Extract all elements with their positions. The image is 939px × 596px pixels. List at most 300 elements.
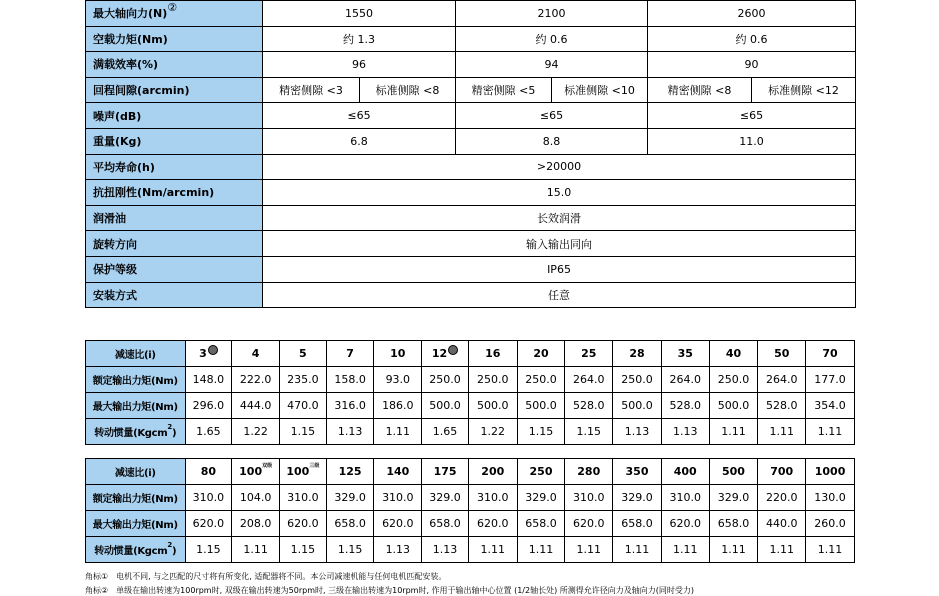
footnote-1-text: 电机不同, 与之匹配的尺寸将有所变化, 适配器将不同。本公司减速机能与任何电机匹配安装。 [116, 572, 447, 581]
row-label-close: ) [171, 428, 177, 439]
footnote-1 [85, 571, 446, 582]
spec-value: 任意 [263, 282, 856, 308]
cell-text: 1.11 [817, 425, 843, 438]
spec-row-label [86, 52, 263, 78]
cell-max-torque [565, 511, 613, 537]
cell-text: 1000 [814, 465, 846, 478]
inertia-row-label [86, 537, 186, 563]
spec-row-label [86, 77, 263, 103]
cell-text: 620.0 [287, 517, 319, 530]
cell-text: 444.0 [239, 399, 272, 412]
cell-text: 1.11 [243, 543, 268, 556]
row-label-close: ) [171, 546, 177, 557]
cell-text: 40 [725, 347, 742, 360]
spec-label-text: 安装方式 [93, 288, 137, 302]
cell-text: 329.0 [621, 491, 653, 504]
row-label-text: 最大输出力矩(Nm) [92, 520, 178, 531]
cell-ratios [758, 459, 806, 485]
cell-text: 264.0 [765, 373, 798, 386]
cell-text: 1.22 [243, 425, 268, 438]
cell-text: 3 [199, 347, 207, 360]
cell-max-torque [326, 393, 374, 419]
cell-rated-torque [517, 485, 565, 511]
cell-text: 1.11 [769, 425, 794, 438]
cell-rated-torque [422, 485, 469, 511]
max-torque-row [86, 511, 855, 537]
spec-row-label [86, 154, 263, 180]
cell-ratios [422, 341, 469, 367]
cell-max-torque [185, 393, 232, 419]
ratio-table-1-body [86, 341, 855, 445]
cell-text: 130.0 [814, 491, 846, 504]
cell-ratios [374, 341, 422, 367]
row-label-text: 额定输出力矩(Nm) [92, 376, 178, 387]
cell-text: 1.11 [480, 543, 506, 556]
cell-ratios [709, 341, 758, 367]
cell-text: 175 [433, 465, 457, 478]
cell-text: 400 [673, 465, 697, 478]
cell-text: 1.13 [337, 425, 363, 438]
spec-value: 标准侧隙 <12 [752, 77, 856, 103]
cell-inertia [232, 537, 280, 563]
cell-text: 20 [533, 347, 549, 360]
cell-text: 208.0 [239, 517, 272, 530]
spec-value: 96 [263, 52, 456, 78]
spec-value: 约 0.6 [648, 26, 856, 52]
reference-circle-icon [208, 345, 218, 355]
cell-text: 250 [529, 465, 553, 478]
cell-ratios [422, 459, 469, 485]
cell-text: 50 [774, 347, 790, 360]
row-label-text: 额定输出力矩(Nm) [92, 494, 178, 505]
spec-label-text: 平均寿命(h) [93, 160, 155, 174]
row-label-text: 最大输出力矩(Nm) [92, 402, 178, 413]
cell-text: 310.0 [573, 491, 605, 504]
cell-inertia [565, 537, 613, 563]
ratio-table-2-body [86, 459, 855, 563]
spec-value: 约 0.6 [456, 26, 648, 52]
cell-rated-torque [185, 367, 232, 393]
cell-text: 658.0 [334, 517, 366, 530]
spec-label-text: 满载效率(%) [93, 58, 159, 72]
cell-rated-torque [565, 485, 613, 511]
cell-max-torque [758, 511, 806, 537]
cell-text: 100 [286, 465, 310, 478]
cell-text: 500.0 [477, 399, 509, 412]
spec-value: 输入输出同向 [263, 231, 856, 257]
cell-text: 620.0 [573, 517, 605, 530]
stage-mark: 三级 [309, 463, 320, 469]
cell-max-torque [374, 393, 422, 419]
cell-ratios [613, 341, 662, 367]
cell-max-torque [422, 393, 469, 419]
cell-max-torque [806, 393, 855, 419]
spec-row [86, 77, 856, 103]
cell-text: 329.0 [429, 491, 461, 504]
cell-text: 310.0 [669, 491, 701, 504]
cell-text: 700 [770, 465, 794, 478]
spec-value: 标准侧隙 <8 [360, 77, 456, 103]
cell-text: 658.0 [429, 517, 461, 530]
cell-max-torque [517, 511, 565, 537]
cell-text: 296.0 [192, 399, 225, 412]
cell-inertia [613, 419, 662, 445]
cell-inertia [422, 537, 469, 563]
spec-value: >20000 [263, 154, 856, 180]
cell-text: 1.11 [385, 425, 411, 438]
cell-text: 528.0 [669, 399, 701, 412]
cell-max-torque [232, 393, 280, 419]
cell-text: 620.0 [192, 517, 225, 530]
cell-max-torque [613, 511, 662, 537]
cell-rated-torque [613, 485, 662, 511]
spec-value: 15.0 [263, 180, 856, 206]
spec-value: 标准侧隙 <10 [552, 77, 648, 103]
cell-text: 80 [200, 465, 217, 478]
cell-text: 1.11 [721, 425, 746, 438]
cell-text: 280 [577, 465, 601, 478]
cell-inertia [185, 419, 232, 445]
cell-inertia [661, 537, 709, 563]
cell-rated-torque [326, 485, 374, 511]
ratio-row [86, 459, 855, 485]
spec-value: ≤65 [648, 103, 856, 129]
cell-text: 148.0 [192, 373, 225, 386]
cell-ratios [806, 459, 855, 485]
cell-text: 140 [386, 465, 410, 478]
cell-max-torque [280, 393, 327, 419]
cell-text: 1.13 [432, 543, 458, 556]
stage-mark: 双级 [262, 463, 273, 469]
cell-text: 500 [722, 465, 745, 478]
superscript-2: 2 [167, 423, 172, 431]
cell-inertia [709, 537, 758, 563]
cell-inertia [280, 419, 327, 445]
cell-max-torque [468, 393, 517, 419]
cell-text: 528.0 [573, 399, 605, 412]
cell-ratios [232, 459, 280, 485]
cell-rated-torque [326, 367, 374, 393]
spec-value: 约 1.3 [263, 26, 456, 52]
cell-text: 1.11 [769, 543, 794, 556]
cell-text: 329.0 [334, 491, 366, 504]
rated-torque-row-label [86, 485, 186, 511]
cell-inertia [758, 419, 806, 445]
cell-text: 35 [677, 347, 693, 360]
cell-text: 1.13 [385, 543, 411, 556]
spec-label-text: 重量(Kg) [93, 135, 142, 149]
cell-text: 500.0 [621, 399, 653, 412]
spec-row [86, 128, 856, 154]
cell-inertia [806, 419, 855, 445]
cell-text: 316.0 [334, 399, 366, 412]
cell-text: 250.0 [621, 373, 653, 386]
cell-text: 250.0 [477, 373, 509, 386]
footnote-marker: ② [167, 1, 178, 15]
cell-text: 620.0 [382, 517, 414, 530]
cell-text: 25 [581, 347, 597, 360]
cell-rated-torque [661, 485, 709, 511]
cell-inertia [709, 419, 758, 445]
spec-label-text: 旋转方向 [93, 237, 137, 251]
spec-label-text: 抗扭刚性(Nm/arcmin) [93, 186, 215, 200]
cell-text: 1.11 [672, 543, 698, 556]
cell-text: 222.0 [239, 373, 272, 386]
spec-row-label [86, 1, 263, 27]
cell-text: 264.0 [573, 373, 605, 386]
ratio-row [86, 341, 855, 367]
rated-torque-row [86, 367, 855, 393]
spec-row-label [86, 26, 263, 52]
spec-row [86, 205, 856, 231]
cell-max-torque [661, 393, 709, 419]
cell-ratios [758, 341, 806, 367]
cell-max-torque [661, 511, 709, 537]
spec-row [86, 231, 856, 257]
cell-rated-torque [232, 367, 280, 393]
row-label-text: 减速比(i) [114, 468, 156, 479]
cell-text: 528.0 [765, 399, 798, 412]
cell-rated-torque [758, 367, 806, 393]
cell-inertia [468, 537, 517, 563]
spec-table-body [86, 1, 856, 308]
cell-ratios [661, 341, 709, 367]
cell-max-torque [374, 511, 422, 537]
spec-value: 2600 [648, 1, 856, 27]
cell-ratios [280, 459, 327, 485]
spec-row [86, 180, 856, 206]
cell-inertia [758, 537, 806, 563]
cell-rated-torque [517, 367, 565, 393]
cell-text: 470.0 [287, 399, 319, 412]
cell-rated-torque [280, 485, 327, 511]
cell-inertia [326, 419, 374, 445]
cell-text: 620.0 [669, 517, 701, 530]
ratio-row-label [86, 459, 186, 485]
spec-label-text: 润滑油 [93, 212, 126, 226]
cell-ratios [806, 341, 855, 367]
max-torque-row-label [86, 393, 186, 419]
cell-inertia [517, 537, 565, 563]
cell-text: 658.0 [525, 517, 557, 530]
cell-text: 220.0 [765, 491, 798, 504]
cell-inertia [468, 419, 517, 445]
cell-text: 329.0 [717, 491, 750, 504]
cell-text: 7 [346, 347, 354, 360]
cell-ratios [232, 341, 280, 367]
cell-text: 125 [338, 465, 362, 478]
spec-row-label [86, 205, 263, 231]
max-torque-row [86, 393, 855, 419]
cell-text: 1.11 [817, 543, 843, 556]
spec-value: 精密侧隙 <8 [648, 77, 752, 103]
cell-rated-torque [806, 485, 855, 511]
spec-table [85, 0, 856, 308]
cell-ratios [185, 341, 232, 367]
cell-max-torque [613, 393, 662, 419]
superscript-2: 2 [167, 541, 172, 549]
spec-row [86, 1, 856, 27]
cell-rated-torque [422, 367, 469, 393]
spec-value: 8.8 [456, 128, 648, 154]
cell-inertia [565, 419, 613, 445]
cell-rated-torque [232, 485, 280, 511]
cell-inertia [185, 537, 232, 563]
cell-text: 4 [251, 347, 260, 360]
inertia-row-label [86, 419, 186, 445]
cell-rated-torque [806, 367, 855, 393]
cell-ratios [185, 459, 232, 485]
cell-rated-torque [374, 367, 422, 393]
spec-value: 11.0 [648, 128, 856, 154]
cell-ratios [709, 459, 758, 485]
cell-text: 500.0 [429, 399, 461, 412]
cell-text: 1.13 [672, 425, 698, 438]
cell-rated-torque [468, 367, 517, 393]
cell-text: 1.13 [624, 425, 650, 438]
inertia-row [86, 537, 855, 563]
cell-ratios [374, 459, 422, 485]
cell-rated-torque [661, 367, 709, 393]
cell-text: 93.0 [385, 373, 411, 386]
cell-text: 1.22 [480, 425, 506, 438]
cell-text: 1.11 [528, 543, 554, 556]
cell-text: 658.0 [717, 517, 750, 530]
cell-text: 1.15 [290, 543, 316, 556]
footnote-2-label: 角标② [85, 586, 109, 595]
cell-text: 186.0 [382, 399, 414, 412]
cell-inertia [613, 537, 662, 563]
cell-ratios [661, 459, 709, 485]
cell-text: 16 [485, 347, 501, 360]
cell-max-torque [232, 511, 280, 537]
spec-row [86, 103, 856, 129]
spec-value: IP65 [263, 256, 856, 282]
reference-circle-icon [448, 345, 458, 355]
cell-text: 250.0 [429, 373, 461, 386]
cell-text: 177.0 [814, 373, 846, 386]
footnote-2-text: 单级在输出转速为100rpm时, 双级在输出转速为50rpm时, 三级在输出转速为10rpm时, 作用于输出轴中心位置 (1/2轴长处) 所测得允许径向力及轴向力(同时受力) [116, 586, 694, 595]
cell-text: 1.65 [196, 425, 221, 438]
cell-rated-torque [709, 485, 758, 511]
spec-row-label [86, 128, 263, 154]
cell-text: 658.0 [621, 517, 653, 530]
cell-inertia [806, 537, 855, 563]
cell-ratios [468, 341, 517, 367]
cell-max-torque [806, 511, 855, 537]
cell-ratios [326, 341, 374, 367]
cell-text: 1.11 [624, 543, 650, 556]
cell-inertia [374, 537, 422, 563]
spec-value: ≤65 [263, 103, 456, 129]
cell-text: 620.0 [477, 517, 509, 530]
cell-text: 28 [629, 347, 645, 360]
cell-text: 1.15 [196, 543, 221, 556]
rated-torque-row-label [86, 367, 186, 393]
spec-label-text: 噪声(dB) [93, 109, 142, 123]
cell-text: 158.0 [334, 373, 366, 386]
cell-text: 1.15 [528, 425, 554, 438]
spec-row [86, 26, 856, 52]
cell-max-torque [468, 511, 517, 537]
cell-text: 354.0 [814, 399, 846, 412]
cell-text: 235.0 [287, 373, 319, 386]
cell-ratios [517, 341, 565, 367]
cell-text: 350 [625, 465, 649, 478]
spec-label-text: 空载力矩(Nm) [93, 32, 168, 46]
cell-ratios [517, 459, 565, 485]
cell-text: 1.11 [576, 543, 601, 556]
spec-row-label [86, 103, 263, 129]
cell-text: 310.0 [287, 491, 319, 504]
cell-text: 310.0 [192, 491, 225, 504]
cell-text: 104.0 [239, 491, 272, 504]
spec-row-label [86, 231, 263, 257]
cell-text: 260.0 [814, 517, 846, 530]
cell-max-torque [422, 511, 469, 537]
rated-torque-row [86, 485, 855, 511]
cell-inertia [661, 419, 709, 445]
spec-row [86, 282, 856, 308]
cell-max-torque [709, 393, 758, 419]
spec-value: 长效润滑 [263, 205, 856, 231]
cell-text: 200 [481, 465, 505, 478]
cell-text: 329.0 [525, 491, 557, 504]
cell-rated-torque [468, 485, 517, 511]
cell-max-torque [326, 511, 374, 537]
spec-value: 2100 [456, 1, 648, 27]
cell-inertia [280, 537, 327, 563]
row-label-text: 减速比(i) [114, 350, 156, 361]
spec-value: 90 [648, 52, 856, 78]
cell-max-torque [280, 511, 327, 537]
spec-value: 精密侧隙 <3 [263, 77, 360, 103]
row-label-text: 转动惯量(Kgcm [94, 428, 168, 439]
cell-inertia [232, 419, 280, 445]
cell-ratios [468, 459, 517, 485]
cell-rated-torque [758, 485, 806, 511]
cell-text: 1.11 [721, 543, 746, 556]
spec-label-text: 回程间隙(arcmin) [93, 84, 190, 98]
spec-value: ≤65 [456, 103, 648, 129]
footnote-2 [85, 585, 694, 596]
spec-label-text: 保护等级 [93, 263, 137, 277]
cell-text: 500.0 [717, 399, 750, 412]
cell-text: 5 [299, 347, 307, 360]
spec-row [86, 154, 856, 180]
footnote-1-label: 角标① [85, 572, 109, 581]
cell-ratios [565, 341, 613, 367]
row-label-text: 转动惯量(Kgcm [94, 546, 168, 557]
cell-text: 250.0 [525, 373, 557, 386]
cell-inertia [374, 419, 422, 445]
cell-text: 250.0 [717, 373, 750, 386]
cell-text: 1.65 [432, 425, 458, 438]
cell-max-torque [517, 393, 565, 419]
cell-ratios [565, 459, 613, 485]
cell-ratios [280, 341, 327, 367]
cell-text: 310.0 [382, 491, 414, 504]
cell-max-torque [709, 511, 758, 537]
cell-max-torque [185, 511, 232, 537]
spec-value: 6.8 [263, 128, 456, 154]
cell-inertia [326, 537, 374, 563]
cell-text: 1.15 [337, 543, 363, 556]
cell-text: 264.0 [669, 373, 701, 386]
spec-label-text: 最大轴向力(N) [93, 7, 168, 21]
spec-row [86, 52, 856, 78]
cell-text: 70 [822, 347, 838, 360]
